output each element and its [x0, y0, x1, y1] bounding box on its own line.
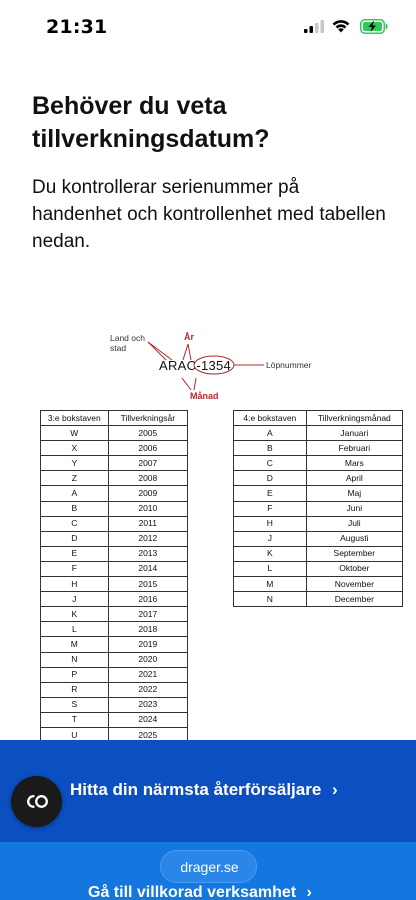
letter-cell: W	[41, 426, 109, 441]
table-row	[234, 516, 403, 531]
letter-cell: F	[41, 561, 109, 576]
letter-cell: U	[41, 727, 109, 742]
table-row	[41, 667, 188, 682]
letter-cell: F	[234, 501, 307, 516]
value-cell: 2013	[108, 546, 187, 561]
table-row	[234, 577, 403, 592]
column-header: 4:e bokstaven	[234, 411, 307, 426]
table-row	[234, 501, 403, 516]
url-text: drager.se	[180, 859, 239, 875]
column-header: Tillverkningsår	[108, 411, 187, 426]
table-row	[41, 577, 188, 592]
column-header: 3:e bokstaven	[41, 411, 109, 426]
chevron-right-icon: ›	[306, 884, 312, 900]
table-row	[41, 607, 188, 622]
floating-logo-button[interactable]	[11, 776, 62, 827]
find-dealer-label: Hitta din närmsta återförsäljare	[70, 780, 322, 799]
letter-cell: C	[41, 516, 109, 531]
table-row	[234, 592, 403, 607]
value-cell: Juli	[306, 516, 402, 531]
table-row	[41, 486, 188, 501]
year-lookup-table	[40, 410, 188, 743]
letter-cell: Z	[41, 471, 109, 486]
letter-cell: L	[234, 561, 307, 576]
wifi-icon	[331, 18, 351, 38]
value-cell: December	[306, 592, 402, 607]
letter-cell: J	[234, 531, 307, 546]
letter-cell: E	[41, 546, 109, 561]
table-row	[41, 456, 188, 471]
cellular-signal-icon	[304, 20, 324, 38]
letter-cell: D	[41, 531, 109, 546]
letter-cell: J	[41, 592, 109, 607]
value-cell: Mars	[306, 456, 402, 471]
letter-cell: L	[41, 622, 109, 637]
value-cell: November	[306, 577, 402, 592]
table-row	[41, 682, 188, 697]
value-cell: 2020	[108, 652, 187, 667]
value-cell: Augusti	[306, 531, 402, 546]
chevron-right-icon: ›	[332, 780, 338, 799]
serial-code: ARAC-1354	[159, 358, 232, 373]
table-row	[41, 622, 188, 637]
value-cell: Oktober	[306, 561, 402, 576]
table-row	[234, 486, 403, 501]
letter-cell: B	[234, 441, 307, 456]
value-cell: September	[306, 546, 402, 561]
value-cell: 2008	[108, 471, 187, 486]
letter-cell: H	[234, 516, 307, 531]
table-row	[41, 652, 188, 667]
table-row	[41, 697, 188, 712]
letter-cell: C	[234, 456, 307, 471]
column-header: Tillverkningsmånad	[306, 411, 402, 426]
table-row	[41, 441, 188, 456]
label-sequence-number: Löpnummer	[266, 360, 312, 370]
value-cell: 2022	[108, 682, 187, 697]
table-row	[234, 426, 403, 441]
label-month: Månad	[190, 391, 219, 401]
month-lookup-table	[233, 410, 403, 607]
table-row	[41, 531, 188, 546]
letter-cell: Y	[41, 456, 109, 471]
table-row	[41, 426, 188, 441]
url-bar[interactable]	[160, 850, 257, 883]
table-header-row	[234, 411, 403, 426]
table-row	[234, 471, 403, 486]
letter-cell: R	[41, 682, 109, 697]
month-table-body	[234, 426, 403, 607]
value-cell: 2010	[108, 501, 187, 516]
letter-cell: H	[41, 577, 109, 592]
letter-cell: N	[234, 592, 307, 607]
value-cell: 2024	[108, 712, 187, 727]
status-bar	[0, 0, 416, 56]
value-cell: 2005	[108, 426, 187, 441]
value-cell: 2018	[108, 622, 187, 637]
label-country-city: Land och stad	[110, 333, 145, 353]
letter-cell: K	[41, 607, 109, 622]
corporate-link-label: Gå till villkorad verksamhet	[88, 884, 297, 900]
letter-cell: N	[41, 652, 109, 667]
table-row	[41, 712, 188, 727]
table-row	[41, 516, 188, 531]
table-row	[41, 592, 188, 607]
page-title: Behöver du veta tillverkningsdatum?	[32, 92, 270, 153]
table-row	[234, 456, 403, 471]
table-row	[234, 531, 403, 546]
co-logo-icon	[23, 793, 50, 810]
table-row	[234, 561, 403, 576]
letter-cell: X	[41, 441, 109, 456]
letter-cell: T	[41, 712, 109, 727]
value-cell: Februari	[306, 441, 402, 456]
value-cell: Maj	[306, 486, 402, 501]
value-cell: 2012	[108, 531, 187, 546]
value-cell: 2007	[108, 456, 187, 471]
value-cell: April	[306, 471, 402, 486]
label-year: År	[184, 332, 195, 342]
value-cell: 2006	[108, 441, 187, 456]
serial-number-diagram	[104, 328, 344, 410]
letter-cell: P	[41, 667, 109, 682]
year-table-body	[41, 426, 188, 743]
find-dealer-link[interactable]	[0, 740, 416, 842]
table-row	[234, 546, 403, 561]
value-cell: 2011	[108, 516, 187, 531]
value-cell: 2014	[108, 561, 187, 576]
value-cell: Juni	[306, 501, 402, 516]
value-cell: 2016	[108, 592, 187, 607]
value-cell: 2017	[108, 607, 187, 622]
value-cell: 2015	[108, 577, 187, 592]
table-header-row	[41, 411, 188, 426]
battery-charging-icon	[360, 19, 388, 39]
letter-cell: M	[41, 637, 109, 652]
value-cell: Januari	[306, 426, 402, 441]
letter-cell: S	[41, 697, 109, 712]
table-row	[41, 471, 188, 486]
letter-cell: K	[234, 546, 307, 561]
letter-cell: A	[234, 426, 307, 441]
table-row	[41, 501, 188, 516]
table-row	[234, 441, 403, 456]
value-cell: 2019	[108, 637, 187, 652]
table-row	[41, 637, 188, 652]
corporate-link[interactable]	[88, 884, 312, 900]
value-cell: 2025	[108, 727, 187, 742]
intro-text: Du kontrollerar serienummer på handenhet och kontrollenhet med tabellen nedan.	[32, 177, 386, 252]
letter-cell: B	[41, 501, 109, 516]
table-row	[41, 561, 188, 576]
status-time: 21:31	[46, 16, 108, 38]
value-cell: 2021	[108, 667, 187, 682]
letter-cell: M	[234, 577, 307, 592]
letter-cell: E	[234, 486, 307, 501]
letter-cell: D	[234, 471, 307, 486]
table-row	[41, 546, 188, 561]
letter-cell: A	[41, 486, 109, 501]
value-cell: 2023	[108, 697, 187, 712]
value-cell: 2009	[108, 486, 187, 501]
